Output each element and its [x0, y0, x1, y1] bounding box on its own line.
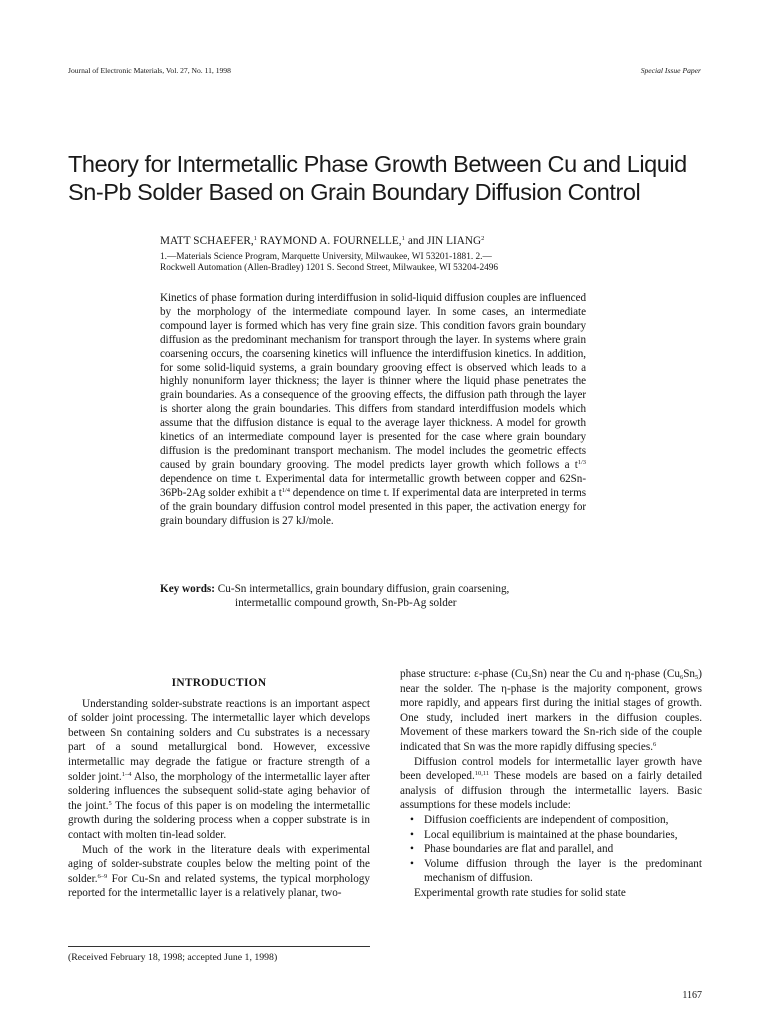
- paragraph-text: The focus of this paper is on modeling the intermetallic growth during the soldering process when a copper substrate is in contact with molten tin-lead solder.: [68, 799, 370, 841]
- list-item: • Diffusion coefficients are independent of composition,: [400, 813, 702, 828]
- paragraph-text: phase structure: ε-phase (Cu: [400, 668, 528, 680]
- subscript: 5: [695, 674, 699, 681]
- affiliations: [160, 252, 630, 274]
- assumption-list: [400, 813, 702, 886]
- paragraph: [68, 697, 370, 843]
- paragraph: [400, 667, 702, 755]
- paragraph-text: Sn) near the Cu and η-phase (Cu: [531, 668, 680, 680]
- abstract-exponent-1: 1/3: [577, 458, 586, 466]
- title-line-2: Sn-Pb Solder Based on Grain Boundary Diffusion Control: [68, 179, 641, 205]
- abstract: [160, 292, 586, 528]
- paragraph-text: Much of the work in the literature deals with experimental aging of solder-substrate couples below the melting point of the solder.: [68, 843, 370, 885]
- author-list: [160, 235, 484, 247]
- paper-title: [68, 150, 748, 206]
- subscript: 3: [528, 674, 532, 681]
- list-item: • Local equilibrium is maintained at the phase boundaries,: [400, 828, 702, 843]
- page-number: 1167: [682, 990, 702, 1001]
- paragraph-text: Sn: [683, 668, 696, 680]
- paragraph: [68, 843, 370, 901]
- paragraph-text: These models are based on a fairly detailed analysis of diffusion through the intermetallic layers. Basic assumptions for these models include:: [400, 770, 702, 812]
- keywords-label: Key words:: [160, 583, 215, 595]
- abstract-exponent-2: 1/4: [281, 486, 290, 494]
- affiliation-line-1: 1.—Materials Science Program, Marquette University, Milwaukee, WI 53201-1881. 2.—: [160, 252, 492, 262]
- left-column: [68, 676, 370, 901]
- right-column: [400, 667, 702, 901]
- list-item: • Phase boundaries are flat and parallel, and: [400, 842, 702, 857]
- paragraph-text: Understanding solder-substrate reactions is an important aspect of solder joint processing. The intermetallic layer which develops between Sn containing solders and Cu substrates is a necessary part of a sound metallurgical bond. However, excessive intermetallic may degrade the fatigue or fracture strength of a solder joint.: [68, 697, 370, 783]
- paragraph-text: ) near the solder. The η-phase is the majority component, grows more rapidly, and appears first during the initial stages of growth. One study, included inert markers in the diffusion couples. Movement of these markers toward the Sn-rich side of the couple indicated that Sn was the more rapidly diffusing species.: [400, 668, 702, 753]
- paragraph: Experimental growth rate studies for solid state: [414, 886, 626, 899]
- citation: 6–9: [97, 872, 108, 880]
- received-date: (Received February 18, 1998; accepted June 1, 1998): [68, 952, 278, 963]
- paper-type: Special Issue Paper: [640, 66, 701, 75]
- author-2: RAYMOND A. FOURNELLE,: [257, 235, 402, 247]
- section-heading-introduction: INTRODUCTION: [171, 677, 267, 689]
- citation: 10,11: [474, 770, 490, 778]
- footnote-rule: [68, 946, 370, 947]
- citation: 5: [108, 799, 112, 807]
- abstract-text-2: dependence on time t. Experimental data for intermetallic growth between copper and 62Sn-36Pb-2Ag solder exhibit a t: [160, 472, 586, 499]
- paragraph-text: Diffusion control models for intermetallic layer growth have been developed.: [400, 755, 702, 783]
- title-line-1: Theory for Intermetallic Phase Growth Between Cu and Liquid: [68, 151, 687, 177]
- author-1-affil: 1: [253, 235, 258, 242]
- paragraph-text: For Cu-Sn and related systems, the typical morphology reported for the intermetallic layer is a relatively planar, two-: [68, 872, 370, 900]
- keywords-line-1: Cu-Sn intermetallics, grain boundary diffusion, grain coarsening,: [215, 583, 510, 595]
- journal-citation: Journal of Electronic Materials, Vol. 27, No. 11, 1998: [68, 66, 231, 75]
- subscript: 6: [679, 674, 684, 681]
- affiliation-line-2: Rockwell Automation (Allen-Bradley) 1201 S. Second Street, Milwaukee, WI 53204-2496: [160, 263, 499, 273]
- keywords-line-2: intermetallic compound growth, Sn-Pb-Ag solder: [235, 597, 457, 609]
- citation: 1–4: [121, 770, 132, 778]
- paragraph: [400, 755, 702, 813]
- author-2-affil: 1: [401, 235, 405, 242]
- list-item: • Volume diffusion through the layer is the predominant mechanism of diffusion.: [400, 857, 702, 886]
- abstract-text-1: Kinetics of phase formation during interdiffusion in solid-liquid diffusion couples are influenced by the morphology of the intermediate compound layer. In some cases, an intermediate compound layer is formed which has very fine grain size. This condition favors grain boundary diffusion as the predominant mechanism for transport through the layer. In systems where grain coarsening occurs, the coarsening kinetics will influence the interdiffusion kinetics. In addition, for some solid-liquid systems, a grain boundary grooving effect is observed which leads to a highly nonuniform layer thickness; the layer is thinner where the liquid phase penetrates the grain boundaries. As a consequence of the grooving effects, the diffusion path through the layer is shorter along the grain boundaries. This differs from standard interdiffusion models which assume that the diffusion distance is equal to the average layer thickness. A model for growth kinetics of an intermediate compound layer is presented for the case where grain boundary diffusion is the predominant transport mechanism. The model includes the geometric effects caused by grain boundary grooving. The model predicts layer growth which follows a t: [160, 292, 586, 471]
- abstract-text-3: dependence on time t. If experimental data are interpreted in terms of the grain boundary diffusion control model presented in this paper, the activation energy for grain boundary diffusion is 27 kJ/mole.: [160, 486, 586, 527]
- author-3-affil: 2: [481, 235, 485, 242]
- keywords: [160, 582, 620, 610]
- citation: 6: [653, 740, 657, 748]
- author-3: and JIN LIANG: [404, 235, 482, 247]
- paragraph-text: Also, the morphology of the intermetallic layer after soldering influences the subsequent solid-state aging behavior of the joint.: [68, 770, 370, 812]
- author-1: MATT SCHAEFER,: [160, 235, 254, 247]
